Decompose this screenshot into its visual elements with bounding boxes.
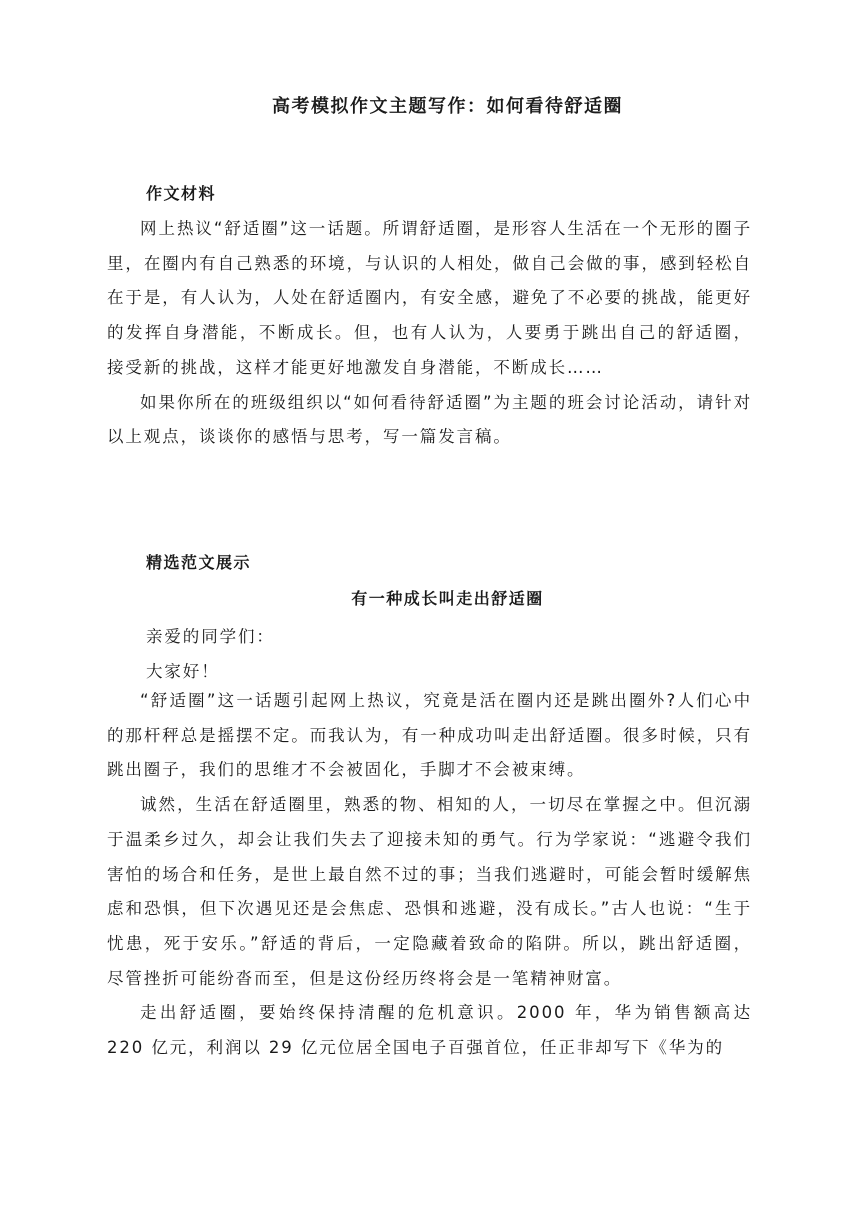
essay-paragraph: 走出舒适圈，要始终保持清醒的危机意识。2000 年，华为销售额高达 220 亿元，利润以 29 亿元位居全国电子百强首位，任正非却写下《华为的 bbox=[107, 1003, 752, 1058]
sample-heading: 精选范文展示 bbox=[146, 553, 252, 572]
material-body bbox=[107, 212, 752, 455]
material-paragraph: 如果你所在的班级组织以“如何看待舒适圈”为主题的班会讨论活动，请针对以上观点，谈谈你的感悟与思考，写一篇发言稿。 bbox=[107, 392, 752, 447]
essay-title: 有一种成长叫走出舒适圈 bbox=[351, 589, 544, 608]
essay-greeting: 亲爱的同学们： bbox=[146, 627, 275, 646]
essay-paragraph: 诚然，生活在舒适圈里，熟悉的物、相知的人，一切尽在掌握之中。但沉溺于温柔乡过久，却会让我们失去了迎接未知的勇气。行为学家说：“逃避令我们害怕的场合和任务，是世上最自然不过的事；当我们逃避时，可能会暂时缓解焦虑和恐惧，但下次遇见还是会焦虑、恐惧和逃避，没有成长。”古人也说：“生于忧患，死于安乐。”舒适的背后，一定隐藏着致命的陷阱。所以，跳出舒适圈，尽管挫折可能纷沓而至，但是这份经历终将会是一笔精神财富。 bbox=[107, 795, 752, 988]
essay-paragraph: “舒适圈”这一话题引起网上热议，究竟是活在圈内还是跳出圈外?人们心中的那杆秤总是摇摆不定。而我认为，有一种成功叫走出舒适圈。很多时候，只有跳出圈子，我们的思维才不会被固化，手脚才不会被束缚。 bbox=[107, 691, 752, 780]
material-heading: 作文材料 bbox=[146, 184, 217, 203]
essay-hello: 大家好！ bbox=[146, 662, 220, 681]
material-paragraph: 网上热议“舒适圈”这一话题。所谓舒适圈，是形容人生活在一个无形的圈子里，在圈内有自己熟悉的环境，与认识的人相处，做自己会做的事，感到轻松自在于是，有人认为，人处在舒适圈内，有安全感，避免了不必要的挑战，能更好的发挥自身潜能，不断成长。但，也有人认为，人要勇于跳出自己的舒适圈， 接受新的挑战，这样才能更好地激发自身潜能，不断成长…… bbox=[107, 219, 752, 377]
document-title: 高考模拟作文主题写作：如何看待舒适圈 bbox=[272, 96, 623, 117]
essay-body bbox=[107, 684, 752, 1066]
